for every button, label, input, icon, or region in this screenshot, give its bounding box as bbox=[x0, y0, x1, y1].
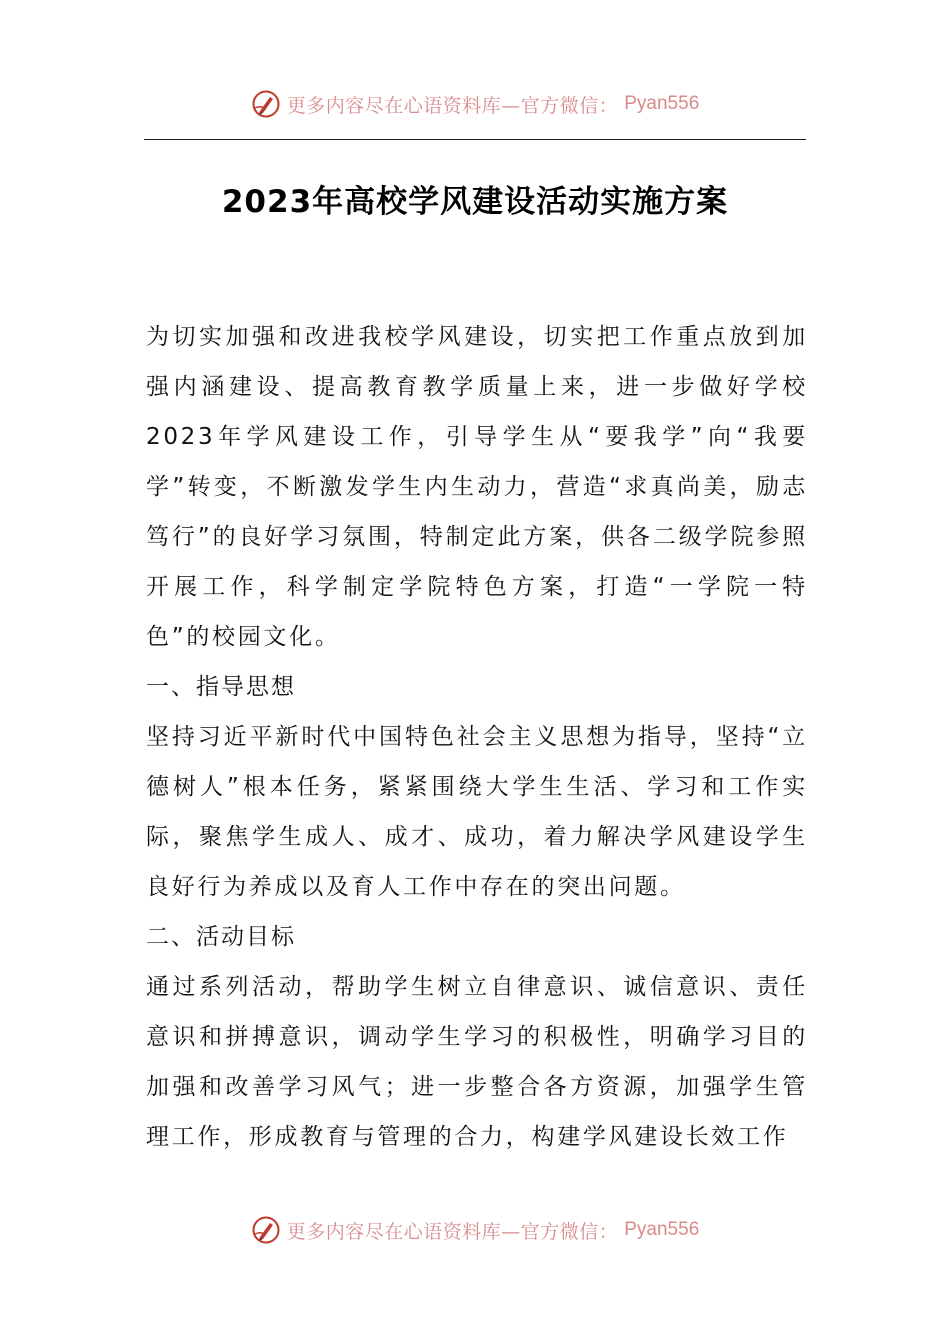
pen-logo-icon bbox=[251, 1215, 281, 1245]
banner-text: 更多内容尽在心语资料库—官方微信： bbox=[286, 94, 619, 117]
footer-banner-wechat-id: Pyan556 bbox=[624, 1219, 700, 1240]
paragraph-activity-goals: 通过系列活动，帮助学生树立自律意识、诚信意识、责任意识和拼搏意识，调动学生学习的积极性，明确学习目的加强和改善学习风气；进一步整合各方资源，加强学生管理工作，形成教育与管理的合力，构建学风建设长效工作 bbox=[146, 974, 808, 1150]
document-body bbox=[146, 312, 808, 1162]
pen-logo-icon bbox=[251, 89, 281, 119]
header-divider bbox=[144, 139, 806, 140]
paragraph-intro: 为切实加强和改进我校学风建设，切实把工作重点放到加强内涵建设、提高教育教学质量上来，进一步做好学校2023年学风建设工作，引导学生从“要我学”向“我要学”转变，不断激发学生内生动力，营造“求真尚美，励志笃行”的良好学习氛围，特制定此方案，供各二级学院参照开展工作，科学制定学院特色方案，打造“一学院一特色”的校园文化。 bbox=[146, 324, 808, 650]
footer-banner bbox=[0, 1210, 950, 1250]
header-banner bbox=[0, 84, 950, 124]
document-title: 2023年高校学风建设活动实施方案 bbox=[221, 184, 729, 220]
paragraph-guiding-thought: 坚持习近平新时代中国特色社会主义思想为指导，坚持“立德树人”根本任务，紧紧围绕大学生生活、学习和工作实际，聚焦学生成人、成才、成功，着力解决学风建设学生良好行为养成以及育人工作中存在的突出问题。 bbox=[146, 724, 808, 900]
footer-banner-text: 更多内容尽在心语资料库—官方微信： bbox=[286, 1220, 619, 1243]
section-heading-activity-goals: 二、活动目标 bbox=[146, 924, 296, 950]
banner-wechat-id: Pyan556 bbox=[624, 93, 700, 114]
section-heading-guiding-thought: 一、指导思想 bbox=[146, 674, 296, 700]
